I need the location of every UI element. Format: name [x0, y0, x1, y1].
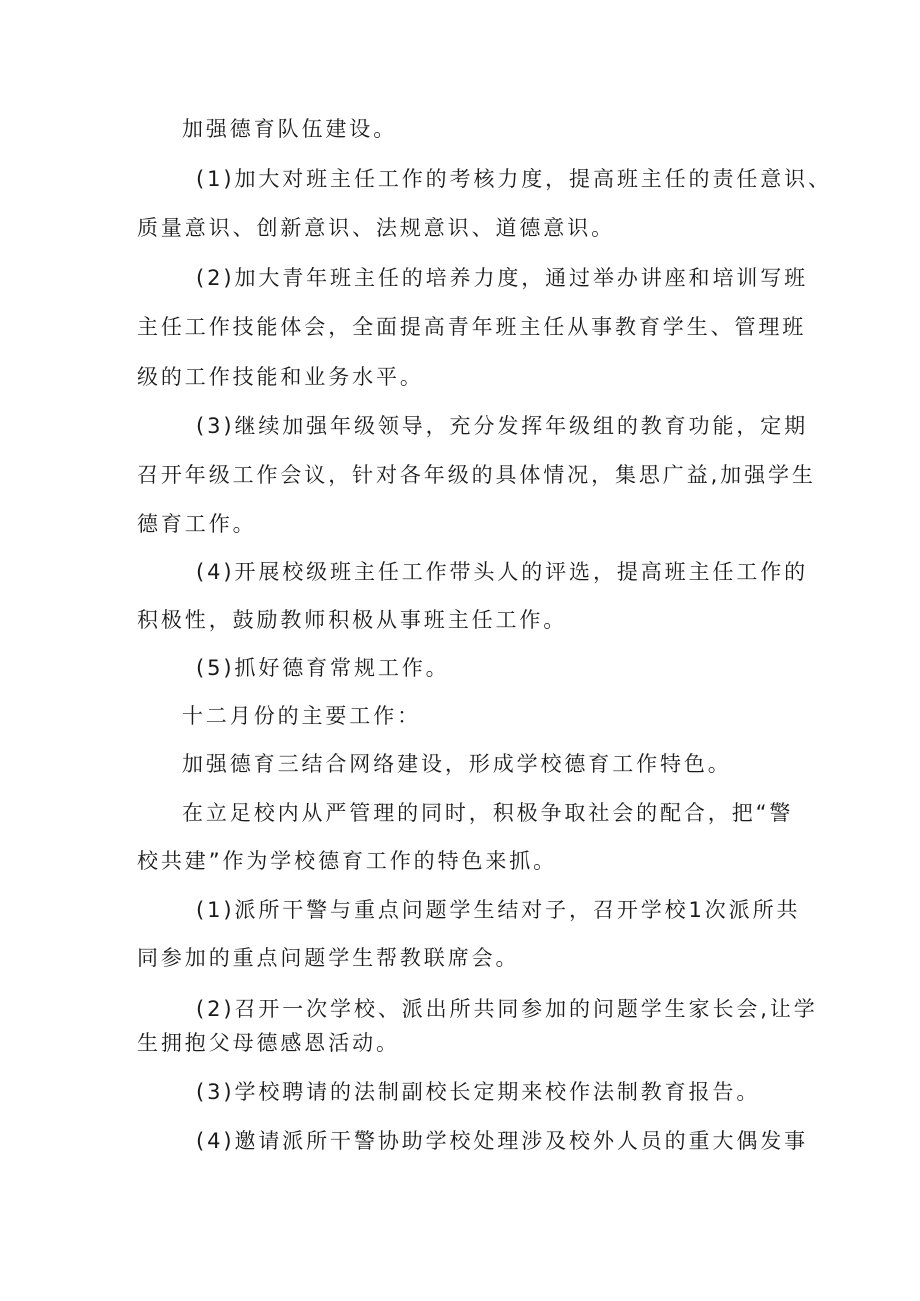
- text-line: 主任工作技能体会，全面提高青年班主任从事教育学生、管理班: [137, 315, 807, 339]
- text-line: 积极性，鼓励教师积极从事班主任工作。: [137, 608, 568, 632]
- text-line: 德育工作。: [137, 512, 257, 536]
- text-line: 在立足校内从严管理的同时，积极争取社会的配合，把“警: [182, 801, 794, 825]
- text-line: 召开年级工作会议，针对各年级的具体情况，集思广益,加强学生: [137, 463, 816, 487]
- text-line: 同参加的重点问题学生帮教联席会。: [137, 946, 520, 970]
- text-line: (1)加大对班主任工作的考核力度，提高班主任的责任意识、: [196, 167, 832, 191]
- text-line: 加强德育三结合网络建设，形成学校德育工作特色。: [182, 752, 732, 776]
- text-line: 加强德育队伍建设。: [182, 117, 398, 141]
- text-line: (1)派所干警与重点问题学生结对子，召开学校1次派所共: [196, 898, 801, 922]
- text-line: 校共建”作为学校德育工作的特色来抓。: [137, 849, 558, 873]
- text-line: (4)开展校级班主任工作带头人的评选，提高班主任工作的: [196, 560, 809, 584]
- text-line: (2)加大青年班主任的培养力度，通过举办讲座和培训写班: [196, 266, 809, 290]
- text-line: 十二月份的主要工作：: [182, 704, 421, 728]
- text-line: 级的工作技能和业务水平。: [137, 365, 424, 389]
- text-line: (4)邀请派所干警协助学校处理涉及校外人员的重大偶发事: [196, 1129, 809, 1153]
- text-line: 生拥抱父母德感恩活动。: [137, 1031, 400, 1055]
- text-line: (2)召开一次学校、派出所共同参加的问题学生家长会,让学: [196, 997, 818, 1021]
- text-line: 质量意识、创新意识、法规意识、道德意识。: [137, 216, 615, 240]
- text-line: (5)抓好德育常规工作。: [196, 656, 450, 680]
- text-line: (3)学校聘请的法制副校长定期来校作法制教育报告。: [196, 1080, 761, 1104]
- text-line: (3)继续加强年级领导，充分发挥年级组的教育功能，定期: [196, 414, 809, 438]
